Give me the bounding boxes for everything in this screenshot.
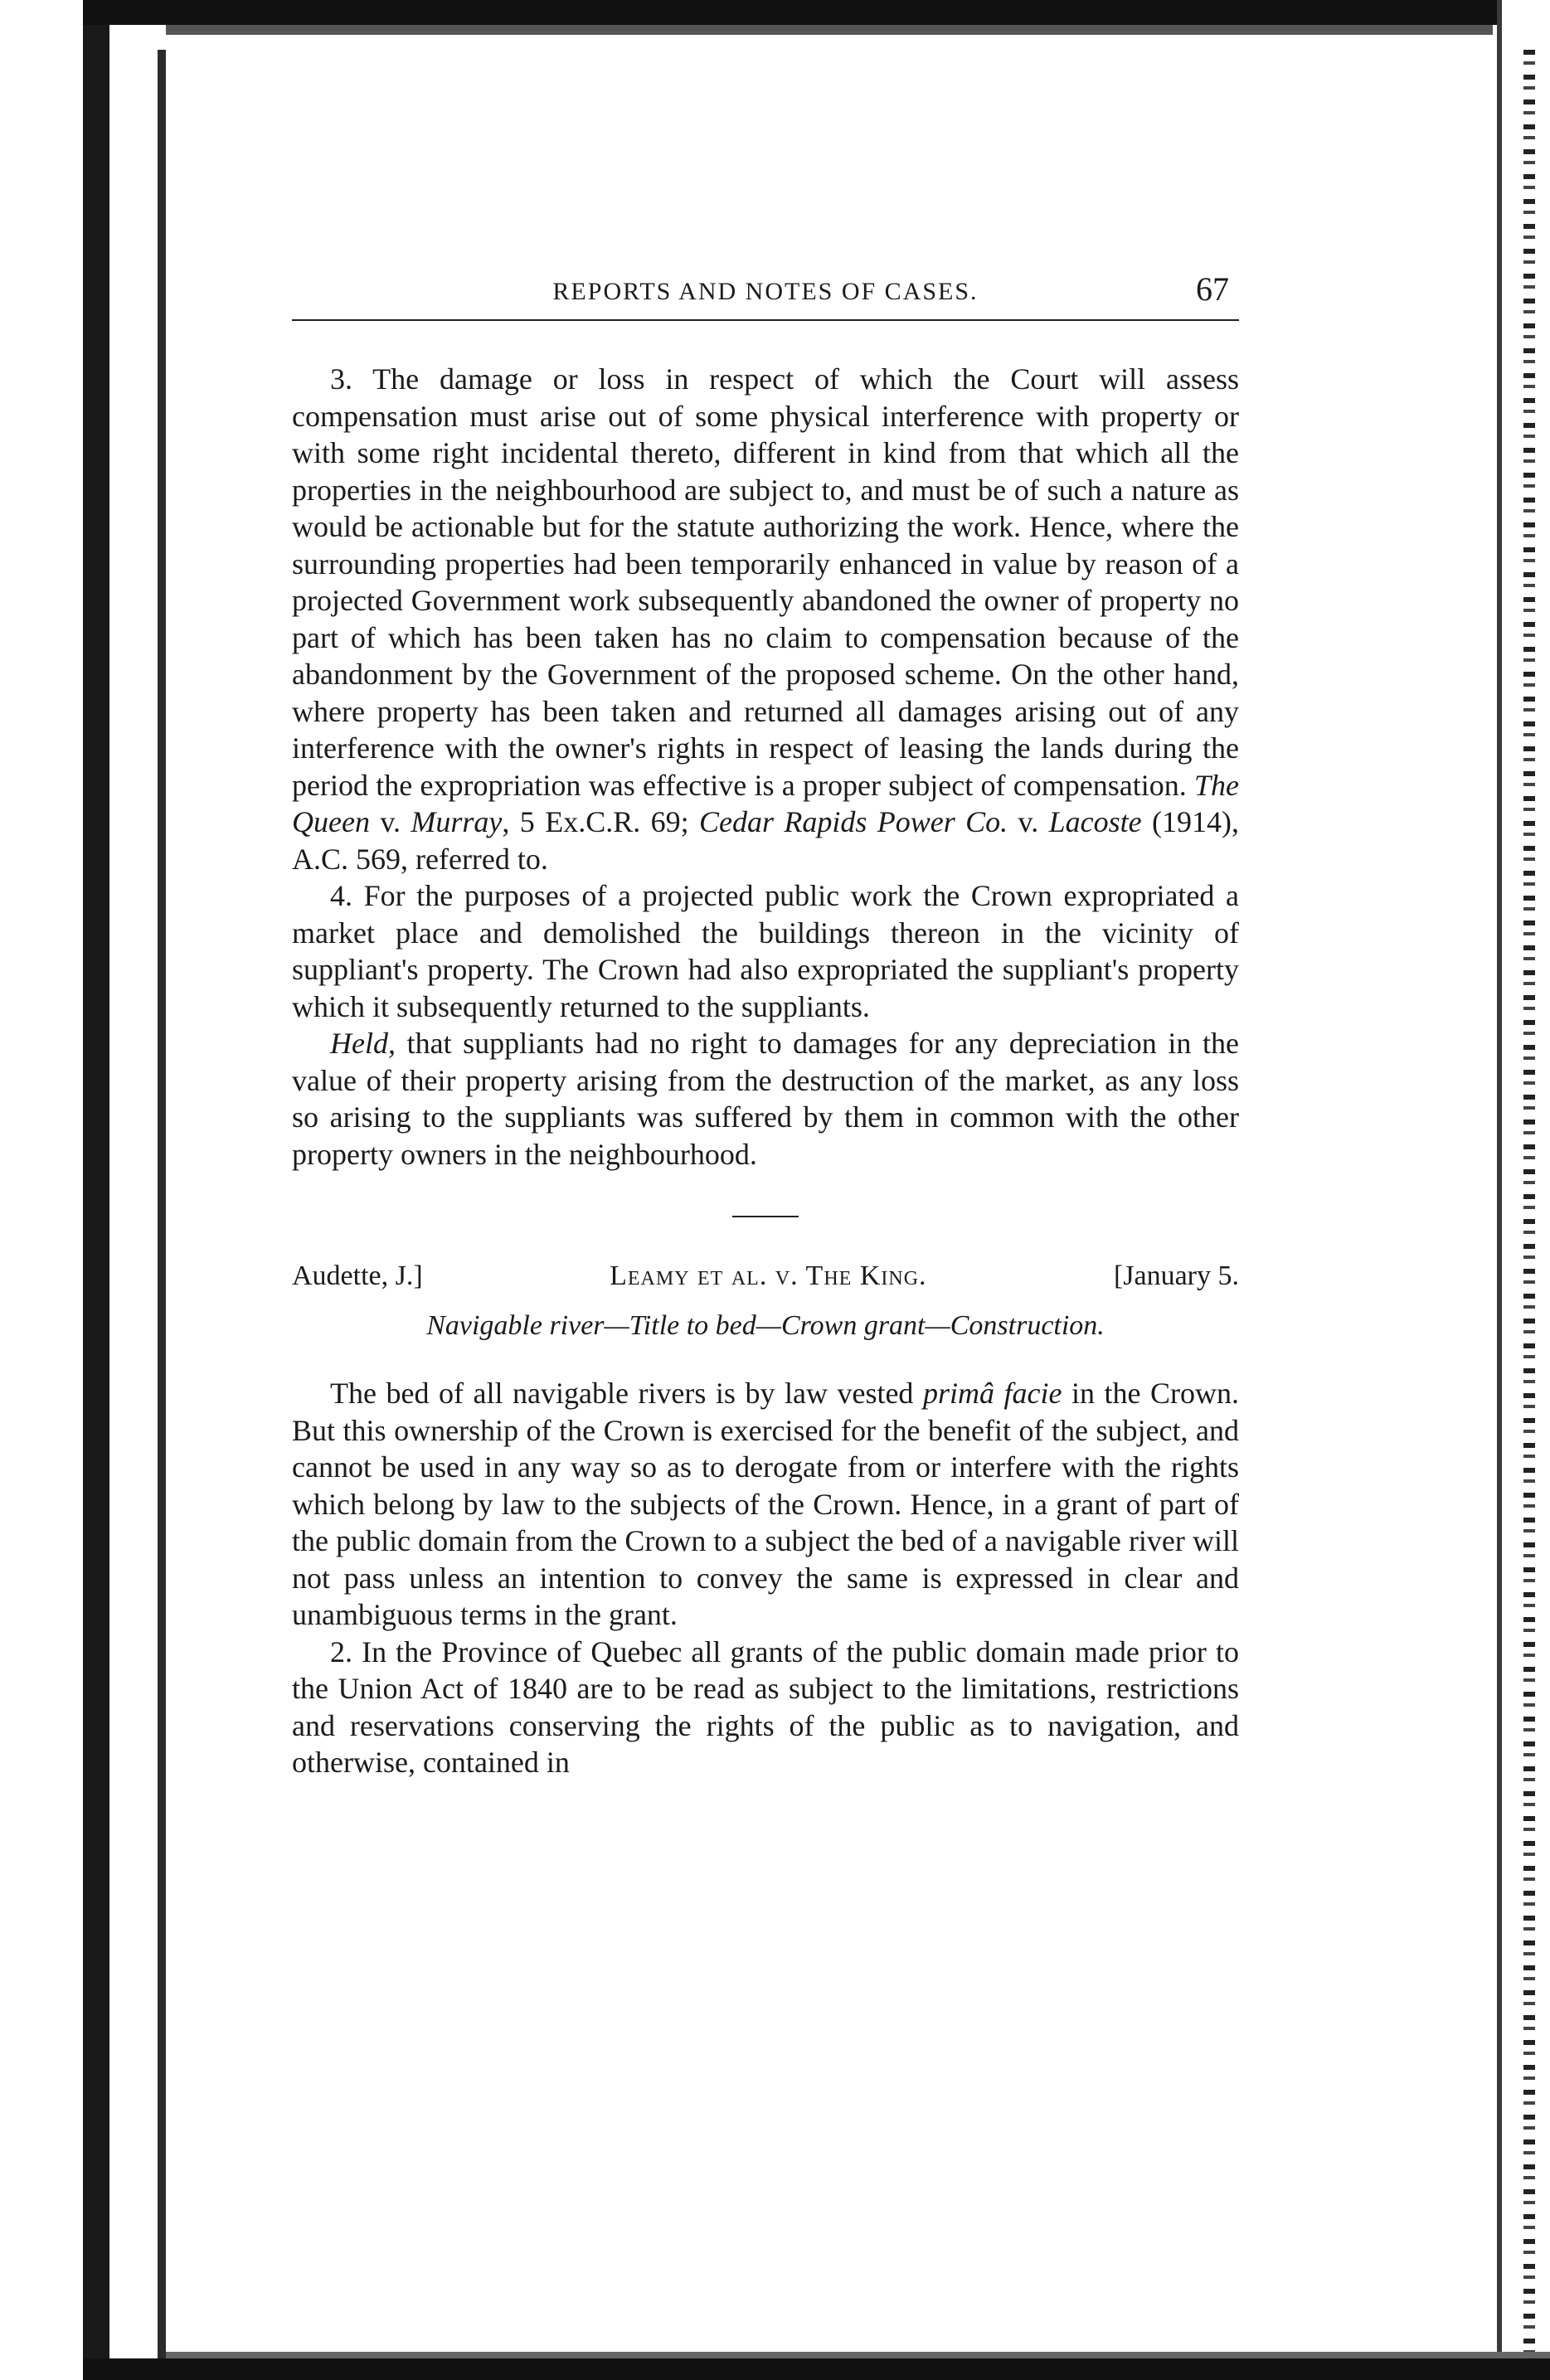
headnote-3 bbox=[292, 361, 1239, 877]
scan-edge-shadow-left bbox=[83, 0, 109, 2380]
body-italic: primâ facie bbox=[922, 1377, 1062, 1410]
section-divider bbox=[732, 1216, 799, 1217]
citation-connector: v. bbox=[369, 805, 411, 838]
held-paragraph bbox=[292, 1025, 1239, 1173]
case-name: Leamy et al. v. The King. bbox=[610, 1260, 927, 1291]
case-judge: Audette, J.] bbox=[292, 1260, 423, 1291]
running-head bbox=[292, 270, 1239, 321]
scan-edge-line-left bbox=[158, 50, 166, 2363]
case-header bbox=[292, 1260, 1239, 1292]
case-keywords: Navigable river—Title to bed—Crown grant—Construction. bbox=[426, 1310, 1105, 1341]
case-citation: Lacoste bbox=[1048, 805, 1142, 838]
case-citation: Murray bbox=[411, 805, 503, 838]
running-title: REPORTS AND NOTES OF CASES. bbox=[552, 278, 979, 305]
body-paragraph-1 bbox=[292, 1375, 1239, 1634]
case-date: [January 5. bbox=[1113, 1260, 1239, 1291]
body-text: in the Crown. But this ownership of the Crown is exercised for the benefit of the subject, and cannot be used in any way so as to derogate from or interfere with the rights which belong by law to the subjects of the Crown. Hence, in a grant of part of the public domain from the Crown to a subject the bed of a navigable river will not pass unless an intention to convey the same is expressed in clear and unambiguous terms in the grant. bbox=[292, 1377, 1239, 1631]
body-text: In the Province of Quebec all grants of the public domain made prior to the Union Act of 1840 are to be read as subject to the limitations, restrictions and reservations conserving the rights of the public as to navigation, and otherwise, contained in bbox=[292, 1634, 1239, 1779]
held-label: Held, bbox=[330, 1027, 396, 1060]
citation-reference: (1914), A.C. 569, referred to. bbox=[292, 805, 1239, 876]
case-citation: Cedar Rapids Power Co. bbox=[699, 805, 1008, 838]
headnote-number: 3. bbox=[330, 362, 352, 396]
held-text: that suppliants had no right to damages for any depreciation in the value of their property arising from the destruction of the market, as any loss so arising to the suppliants was suffered by them in common with the other property owners in the neighbourhood. bbox=[292, 1027, 1239, 1171]
body-number: 2. bbox=[330, 1634, 352, 1668]
citation-reference: , 5 Ex.C.R. 69; bbox=[502, 805, 699, 838]
scan-edge-top-fade bbox=[166, 25, 1493, 35]
page bbox=[292, 270, 1239, 1781]
page-number: 67 bbox=[1196, 270, 1229, 308]
scan-edge-bottom bbox=[83, 2358, 1550, 2380]
headnote-number: 4. bbox=[330, 879, 352, 912]
scan-edge-bottom-fade bbox=[166, 2352, 1550, 2358]
headnote-4 bbox=[292, 877, 1239, 1025]
scan-edge-streaks-right bbox=[1523, 50, 1535, 2363]
citation-connector: v. bbox=[1008, 805, 1049, 838]
body-text: The bed of all navigable rivers is by law vested bbox=[330, 1377, 923, 1410]
scan-edge-top bbox=[83, 0, 1550, 25]
case-citation: The Queen bbox=[292, 768, 1239, 838]
headnote-text: For the purposes of a projected public work the Crown expropriated a market place and demolished the buildings thereon in the vicinity of suppliant's property. The Crown had also expropriated the suppliant's property which it subsequently returned to the suppliants. bbox=[292, 879, 1239, 1023]
body-paragraph-2 bbox=[292, 1634, 1239, 1781]
headnote-text: The damage or loss in respect of which the Court will assess compensation must arise out of some physical interference with property or with some right incidental thereto, different in kind from that which all the properties in the neighbourhood are subject to, and must be of such a nature as would be actionable but for the statute authorizing the work. Hence, where the surrounding properties had been temporarily enhanced in value by reason of a projected Government work subsequently abandoned the owner of property no part of which has been taken has no claim to compensation because of the abandonment by the Government of the proposed scheme. On the other hand, where property has been taken and returned all damages arising out of any interference with the owner's rights in respect of leasing the lands during the period the expropriation was effective is a proper subject of compensation. bbox=[292, 362, 1239, 802]
